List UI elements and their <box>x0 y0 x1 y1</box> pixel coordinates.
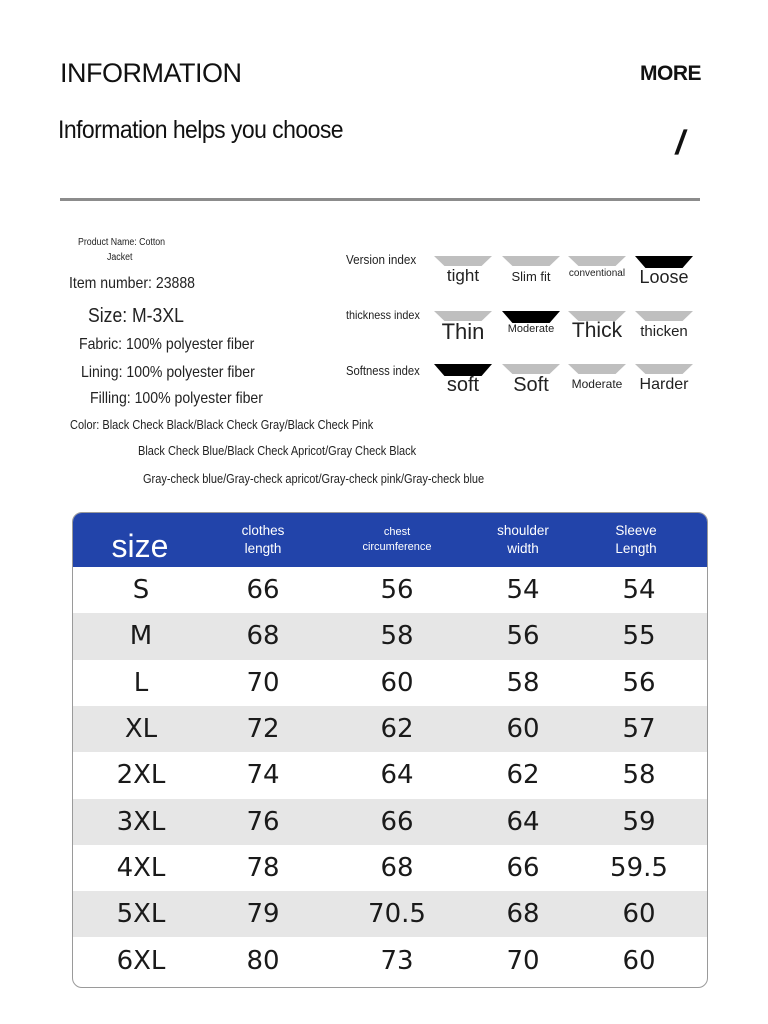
table-cell: 70.5 <box>368 899 426 930</box>
page-title: INFORMATION <box>60 58 242 88</box>
table-cell: 62 <box>380 714 414 745</box>
table-cell: 72 <box>246 714 280 745</box>
softness-chip-selected <box>434 364 492 394</box>
version-chip <box>568 256 626 286</box>
table-row <box>73 706 708 752</box>
version-chip <box>434 256 492 286</box>
chip-label: conventional <box>568 268 626 279</box>
table-cell: 55 <box>622 621 656 652</box>
table-cell: 54 <box>506 575 540 606</box>
more-link[interactable]: MORE <box>640 62 701 85</box>
table-cell: 60 <box>622 945 656 976</box>
table-cell: 60 <box>506 714 540 745</box>
version-chip-selected <box>635 256 693 286</box>
table-row <box>73 845 708 891</box>
page-subtitle: Information helps you choose <box>58 116 344 144</box>
softness-index-label: Softness index <box>346 364 420 378</box>
table-cell: 56 <box>622 667 656 698</box>
table-cell: 70 <box>246 667 280 698</box>
header-label: length <box>244 541 282 556</box>
item-number: Item number: 23888 <box>69 275 196 292</box>
table-cell: 58 <box>506 667 540 698</box>
softness-chip <box>635 364 693 394</box>
product-name-line2: Jacket <box>107 252 133 263</box>
filling: Filling: 100% polyester fiber <box>90 390 263 407</box>
table-cell: 6XL <box>116 945 166 976</box>
table-cell: M <box>129 621 153 652</box>
table-cell: 56 <box>506 621 540 652</box>
table-cell: 70 <box>506 945 540 976</box>
table-cell: XL <box>124 714 158 745</box>
thickness-chip <box>434 311 492 344</box>
header-label: shoulder <box>497 522 549 538</box>
chip-label: Harder <box>639 376 689 393</box>
table-cell: 56 <box>380 575 414 606</box>
size-table <box>72 512 708 988</box>
table-row <box>73 891 708 937</box>
table-cell: 80 <box>246 945 280 976</box>
header-size-label: size <box>111 528 169 564</box>
chip-label: Thin <box>441 319 485 344</box>
header-label: circumference <box>362 541 432 553</box>
color-line-1: Color: Black Check Black/Black Check Gray/Black Check Pink <box>70 418 374 432</box>
color-line-3: Gray-check blue/Gray-check apricot/Gray-check pink/Gray-check blue <box>143 472 485 486</box>
table-cell: S <box>132 575 150 606</box>
table-cell: 57 <box>622 714 656 745</box>
header-clothes-length <box>207 513 319 567</box>
size-range: Size: M-3XL <box>88 305 184 327</box>
table-cell: 2XL <box>116 760 166 791</box>
thickness-chip-selected <box>502 311 560 341</box>
table-cell: 66 <box>506 852 540 883</box>
table-row <box>73 799 708 845</box>
version-index-label: Version index <box>346 252 417 267</box>
table-cell: 54 <box>622 575 656 606</box>
size-table-header <box>73 513 708 567</box>
thickness-chip <box>635 311 693 341</box>
table-cell: 68 <box>506 899 540 930</box>
chip-label: soft <box>446 374 480 396</box>
fabric: Fabric: 100% polyester fiber <box>79 336 255 353</box>
divider <box>60 198 700 201</box>
table-cell: 68 <box>246 621 280 652</box>
table-cell: 79 <box>246 899 280 930</box>
header-label: chest <box>383 526 411 539</box>
header-label: Sleeve <box>615 522 657 538</box>
table-cell: 60 <box>622 899 656 930</box>
thickness-index-label: thickness index <box>346 308 420 322</box>
table-cell: 78 <box>246 852 280 883</box>
chip-label: Thick <box>571 319 623 342</box>
version-chip <box>502 256 560 286</box>
header-label: Length <box>615 541 657 556</box>
table-cell: 64 <box>380 760 414 791</box>
table-cell: 76 <box>246 806 280 837</box>
header-sleeve-length <box>583 513 689 567</box>
table-row <box>73 613 708 659</box>
table-cell: 68 <box>380 852 414 883</box>
lining: Lining: 100% polyester fiber <box>81 364 255 381</box>
thickness-chip <box>568 311 626 341</box>
table-cell: 58 <box>622 760 656 791</box>
table-cell: 3XL <box>116 806 166 837</box>
table-cell: 74 <box>246 760 280 791</box>
table-cell: 4XL <box>116 852 166 883</box>
table-cell: 66 <box>246 575 280 606</box>
header-size <box>73 513 207 567</box>
table-cell: 5XL <box>116 899 166 930</box>
header-chest-circumference <box>335 513 459 567</box>
header-shoulder-width <box>467 513 579 567</box>
chip-label: tight <box>446 266 480 285</box>
color-line-2: Black Check Blue/Black Check Apricot/Gray Check Black <box>138 444 417 458</box>
header-label: clothes <box>241 522 285 538</box>
table-cell: 73 <box>380 945 414 976</box>
header-label: width <box>507 541 539 556</box>
table-cell: 66 <box>380 806 414 837</box>
chip-label: Slim fit <box>511 269 551 284</box>
product-name-line1: Product Name: Cotton <box>78 237 166 248</box>
chip-label: Moderate <box>571 377 623 391</box>
table-row <box>73 752 708 798</box>
chip-label: Soft <box>513 374 549 396</box>
table-cell: 60 <box>380 667 414 698</box>
softness-chip <box>568 364 626 394</box>
chip-label: thicken <box>640 323 688 340</box>
chip-label: Moderate <box>507 323 555 335</box>
softness-chip <box>502 364 560 394</box>
table-cell: 64 <box>506 806 540 837</box>
table-row <box>73 660 708 706</box>
table-row <box>73 567 708 613</box>
table-cell: 62 <box>506 760 540 791</box>
table-cell: L <box>133 667 149 698</box>
table-cell: 58 <box>380 621 414 652</box>
table-cell: 59.5 <box>610 852 668 883</box>
table-row <box>73 937 708 983</box>
slash-mark: / <box>672 124 689 162</box>
table-cell: 59 <box>622 806 656 837</box>
chip-label: Loose <box>639 267 689 287</box>
